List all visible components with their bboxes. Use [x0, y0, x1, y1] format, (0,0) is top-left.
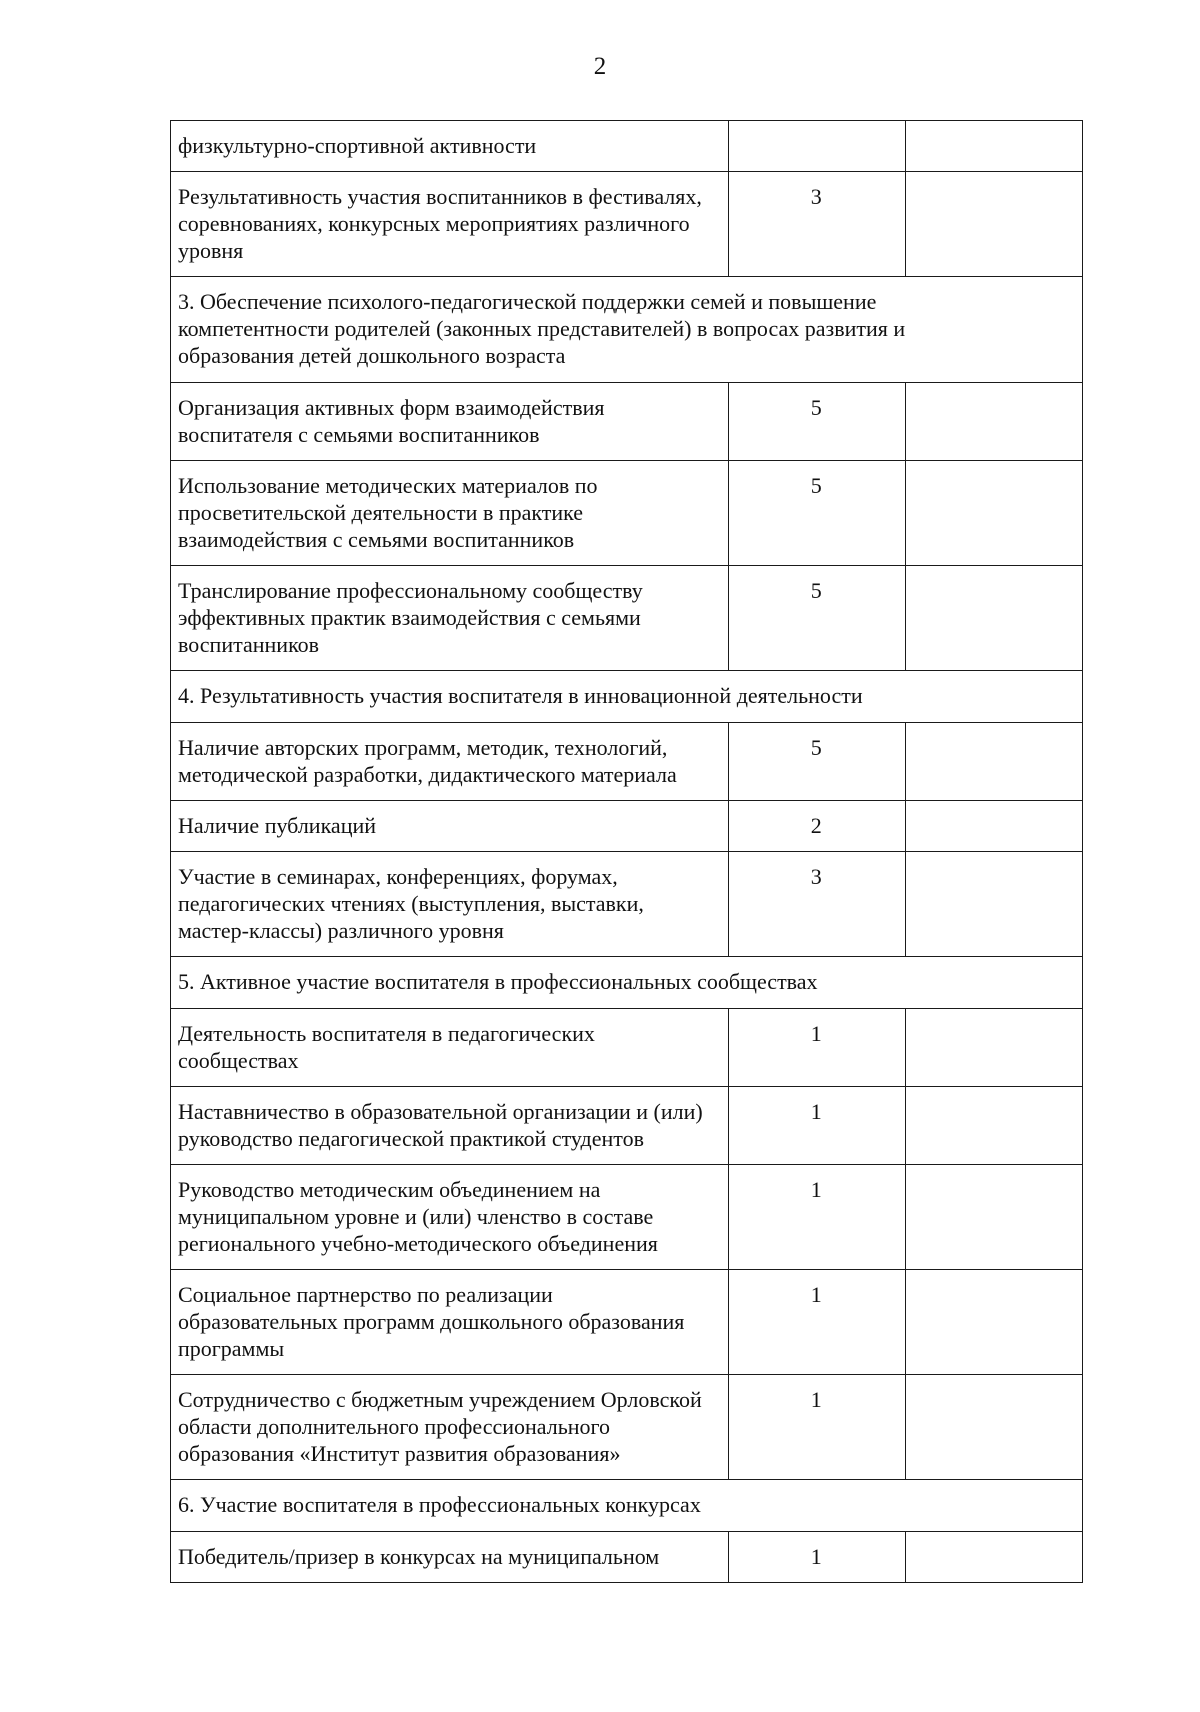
section-title: 5. Активное участие воспитателя в профессиональных сообществах	[171, 957, 1083, 1009]
section-title: 3. Обеспечение психолого-педагогической поддержки семей и повышение компетентности родителей (законных представителей) в вопросах развития и образования детей дошкольного возраста	[171, 277, 1083, 383]
criterion-score: 1	[728, 1375, 905, 1480]
section-header-row	[171, 957, 1083, 1009]
criterion-score: 5	[728, 461, 905, 566]
criterion-name: Деятельность воспитателя в педагогических сообществах	[171, 1009, 729, 1087]
criteria-table-body	[171, 121, 1083, 1583]
criterion-mark-cell	[905, 1087, 1082, 1165]
section-header-row	[171, 277, 1083, 383]
section-header-row	[171, 1480, 1083, 1532]
criterion-name: Результативность участия воспитанников в фестивалях, соревнованиях, конкурсных мероприятиях различного уровня	[171, 172, 729, 277]
criterion-row	[171, 801, 1083, 852]
criterion-row	[171, 1087, 1083, 1165]
criterion-name: Наличие авторских программ, методик, технологий, методической разработки, дидактического материала	[171, 723, 729, 801]
criterion-score: 1	[728, 1009, 905, 1087]
criterion-name: Наличие публикаций	[171, 801, 729, 852]
criterion-row	[171, 1270, 1083, 1375]
criterion-score: 3	[728, 172, 905, 277]
criterion-score: 1	[728, 1087, 905, 1165]
criterion-name: Руководство методическим объединением на муниципальном уровне и (или) членство в составе регионального учебно-методического объединения	[171, 1165, 729, 1270]
criterion-row	[171, 121, 1083, 172]
criterion-score: 2	[728, 801, 905, 852]
criterion-score: 3	[728, 852, 905, 957]
criterion-mark-cell	[905, 566, 1082, 671]
criterion-name: физкультурно-спортивной активности	[171, 121, 729, 172]
criterion-row	[171, 566, 1083, 671]
criterion-name: Организация активных форм взаимодействия воспитателя с семьями воспитанников	[171, 383, 729, 461]
criterion-score: 1	[728, 1270, 905, 1375]
criterion-name: Наставничество в образовательной организации и (или) руководство педагогической практикой студентов	[171, 1087, 729, 1165]
criterion-score	[728, 121, 905, 172]
criterion-row	[171, 1532, 1083, 1583]
criterion-row	[171, 461, 1083, 566]
criterion-score: 5	[728, 383, 905, 461]
section-header-row	[171, 671, 1083, 723]
criterion-row	[171, 852, 1083, 957]
criterion-score: 1	[728, 1165, 905, 1270]
criterion-mark-cell	[905, 383, 1082, 461]
criterion-mark-cell	[905, 1270, 1082, 1375]
criterion-row	[171, 723, 1083, 801]
criterion-score: 1	[728, 1532, 905, 1583]
criterion-row	[171, 172, 1083, 277]
criterion-row	[171, 1165, 1083, 1270]
criterion-score: 5	[728, 566, 905, 671]
criterion-row	[171, 1009, 1083, 1087]
criteria-table	[170, 120, 1083, 1583]
criterion-score: 5	[728, 723, 905, 801]
criterion-name: Транслирование профессиональному сообществу эффективных практик взаимодействия с семьями воспитанников	[171, 566, 729, 671]
criterion-row	[171, 383, 1083, 461]
criterion-name: Сотрудничество с бюджетным учреждением Орловской области дополнительного профессионального образования «Институт развития образования»	[171, 1375, 729, 1480]
criterion-mark-cell	[905, 1375, 1082, 1480]
criterion-mark-cell	[905, 801, 1082, 852]
criterion-mark-cell	[905, 852, 1082, 957]
page-number: 2	[593, 53, 607, 80]
section-title: 6. Участие воспитателя в профессиональных конкурсах	[171, 1480, 1083, 1532]
criterion-name: Социальное партнерство по реализации образовательных программ дошкольного образования программы	[171, 1270, 729, 1375]
criterion-mark-cell	[905, 461, 1082, 566]
criterion-mark-cell	[905, 172, 1082, 277]
criterion-row	[171, 1375, 1083, 1480]
criterion-mark-cell	[905, 1009, 1082, 1087]
criterion-name: Победитель/призер в конкурсах на муниципальном	[171, 1532, 729, 1583]
criterion-name: Использование методических материалов по просветительской деятельности в практике взаимодействия с семьями воспитанников	[171, 461, 729, 566]
criterion-mark-cell	[905, 1532, 1082, 1583]
criterion-mark-cell	[905, 1165, 1082, 1270]
criterion-mark-cell	[905, 121, 1082, 172]
criterion-mark-cell	[905, 723, 1082, 801]
section-title: 4. Результативность участия воспитателя в инновационной деятельности	[171, 671, 1083, 723]
criterion-name: Участие в семинарах, конференциях, форумах, педагогических чтениях (выступления, выставки, мастер-классы) различного уровня	[171, 852, 729, 957]
